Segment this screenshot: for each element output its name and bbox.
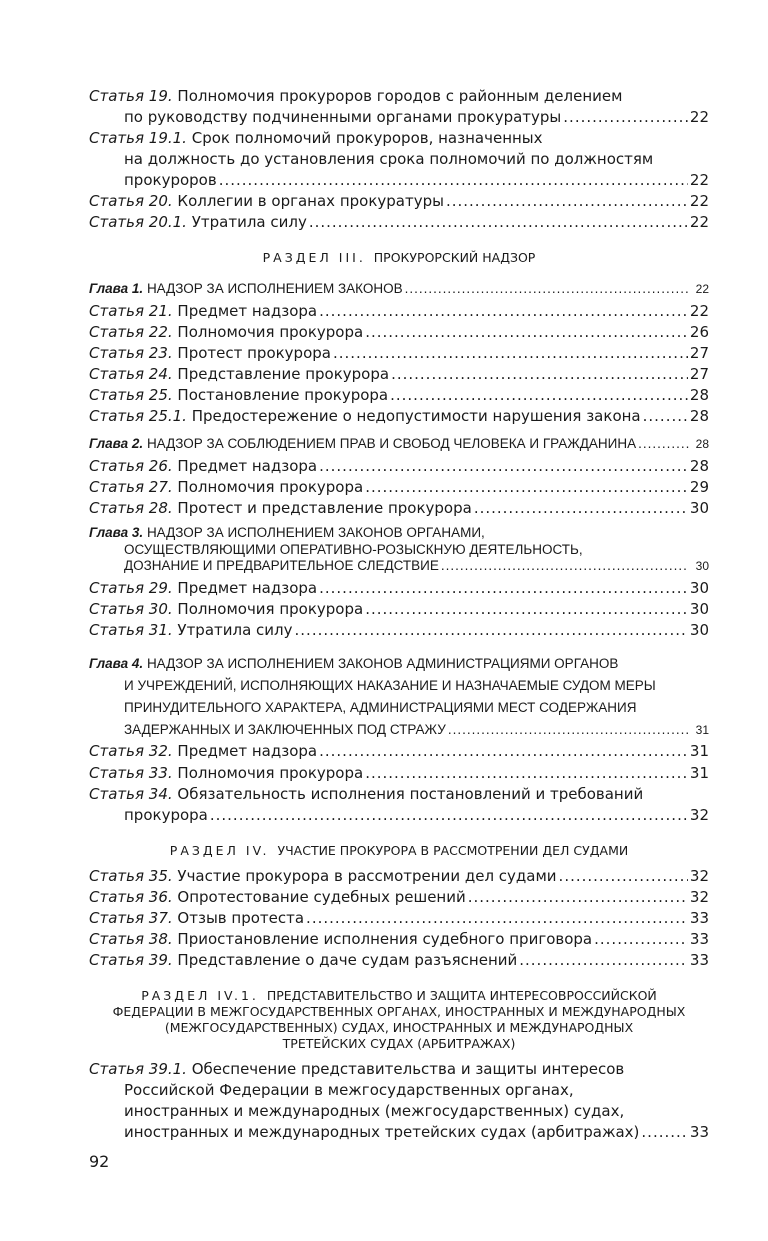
toc-entry-34-cont: прокурора ..... 32	[124, 805, 709, 826]
toc-entry-35: Статья 35. Участие прокурора в рассмотрении дел судами ..... 32	[89, 866, 709, 887]
toc-entry-20-1	[89, 212, 709, 233]
toc-entry-32: Статья 32. Предмет надзора ..... 31	[89, 741, 709, 762]
toc-entry-39-1-cont2: иностранных и международных (межгосударственных) судах,	[124, 1102, 625, 1120]
section-heading-4-1: РАЗДЕЛ IV.1. ПРЕДСТАВИТЕЛЬСТВО И ЗАЩИТА ИНТЕРЕСОВРОССИЙСКОЙ	[141, 988, 657, 1003]
article-title-cont: по руководству подчиненными органами прокуратуры	[124, 108, 562, 126]
toc-entry-19-1-cont2	[124, 170, 709, 191]
toc-entry-29: Статья 29. Предмет надзора ..... 30	[89, 578, 709, 599]
chapter-label: Глава 1.	[89, 281, 144, 296]
page-number: 92	[89, 1152, 110, 1171]
section-heading-4-1-line4: ТРЕТЕЙСКИХ СУДАХ (АРБИТРАЖАХ)	[282, 1036, 516, 1051]
article-title: Утратила силу	[191, 213, 307, 231]
toc-entry-27: Статья 27. Полномочия прокурора ..... 29	[89, 477, 709, 498]
page-ref: 22	[689, 108, 709, 126]
toc-entry-25: Статья 25. Постановление прокурора ..... 28	[89, 385, 709, 406]
section-heading-4: РАЗДЕЛ IV. УЧАСТИЕ ПРОКУРОРА В РАССМОТРЕНИИ ДЕЛ СУДАМИ	[169, 843, 629, 858]
toc-entry-19-cont	[124, 107, 709, 128]
article-title: Полномочия прокуроров городов с районным делением	[177, 87, 623, 105]
toc-entry-24: Статья 24. Представление прокурора ..... 27	[89, 364, 709, 385]
chapter-4-heading-cont: И УЧРЕЖДЕНИЙ, ИСПОЛНЯЮЩИХ НАКАЗАНИЕ И НАЗНАЧАЕМЫЕ СУДОМ МЕРЫ	[124, 678, 656, 693]
chapter-1-heading	[89, 278, 709, 300]
chapter-4-heading: Глава 4. НАДЗОР ЗА ИСПОЛНЕНИЕМ ЗАКОНОВ АДМИНИСТРАЦИЯМИ ОРГАНОВ	[89, 656, 619, 671]
chapter-3-heading-cont: ОСУЩЕСТВЛЯЮЩИМИ ОПЕРАТИВНО-РОЗЫСКНУЮ ДЕЯТЕЛЬНОСТЬ,	[124, 542, 583, 557]
section-heading-4-1-line2: ФЕДЕРАЦИИ В МЕЖГОСУДАРСТВЕННЫХ ОРГАНАХ, ИНОСТРАННЫХ И МЕЖДУНАРОДНЫХ	[112, 1004, 686, 1019]
toc-entry-19-1-cont	[124, 149, 709, 170]
toc-entry-25-1: Статья 25.1. Предостережение о недопустимости нарушения закона ..... 28	[89, 406, 709, 427]
toc-entry-39-1-cont: Российской Федерации в межгосударственных органах,	[124, 1081, 574, 1099]
chapter-4-heading-cont3: ЗАДЕРЖАННЫХ И ЗАКЛЮЧЕННЫХ ПОД СТРАЖУ ..... 31	[124, 719, 709, 741]
page-ref: 22	[695, 282, 709, 296]
article-label: Статья 19.1.	[89, 129, 187, 147]
toc-entry-20	[89, 191, 709, 212]
article-title-cont: на должность до установления срока полномочий по должностям	[124, 150, 654, 168]
article-title: Коллегии в органах прокуратуры	[177, 192, 444, 210]
toc-entry-23: Статья 23. Протест прокурора ..... 27	[89, 343, 709, 364]
page-ref: 22	[689, 171, 709, 189]
toc-entry-39-1-cont3: иностранных и международных третейских судах (арбитражах) ..... 33	[124, 1122, 709, 1143]
toc-entry-37: Статья 37. Отзыв протеста ..... 33	[89, 908, 709, 929]
toc-entry-26: Статья 26. Предмет надзора ..... 28	[89, 456, 709, 477]
toc-entry-34: Статья 34. Обязательность исполнения постановлений и требований	[89, 785, 644, 803]
chapter-2-heading: Глава 2. НАДЗОР ЗА СОБЛЮДЕНИЕМ ПРАВ И СВОБОД ЧЕЛОВЕКА И ГРАЖДАНИНА ..... 28	[89, 433, 709, 455]
toc-entry-21: Статья 21. Предмет надзора ..... 22	[89, 301, 709, 322]
toc-entry-36: Статья 36. Опротестование судебных решений ..... 32	[89, 887, 709, 908]
chapter-3-heading-cont2: ДОЗНАНИЕ И ПРЕДВАРИТЕЛЬНОЕ СЛЕДСТВИЕ ..... 30	[124, 558, 709, 574]
section-heading-4-1-line3: (МЕЖГОСУДАРСТВЕННЫХ) СУДАХ, ИНОСТРАННЫХ И МЕЖДУНАРОДНЫХ	[164, 1020, 634, 1035]
toc-entry-30: Статья 30. Полномочия прокурора ..... 30	[89, 599, 709, 620]
article-title: Срок полномочий прокуроров, назначенных	[191, 129, 543, 147]
page-ref: 22	[689, 192, 709, 210]
page-ref: 22	[689, 213, 709, 231]
article-label: Статья 20.1.	[89, 213, 187, 231]
toc-entry-31: Статья 31. Утратила силу ..... 30	[89, 620, 709, 641]
article-title-cont: прокуроров	[124, 171, 217, 189]
article-label: Статья 19.	[89, 87, 173, 105]
toc-entry-39-1: Статья 39.1. Обеспечение представительства и защиты интересов	[89, 1060, 625, 1078]
chapter-3-heading: Глава 3. НАДЗОР ЗА ИСПОЛНЕНИЕМ ЗАКОНОВ ОРГАНАМИ,	[89, 525, 485, 540]
toc-entry-28: Статья 28. Протест и представление прокурора ..... 30	[89, 498, 709, 519]
toc-entry-19	[89, 86, 709, 107]
toc-entry-33: Статья 33. Полномочия прокурора ..... 31	[89, 763, 709, 784]
article-label: Статья 20.	[89, 192, 173, 210]
chapter-title: НАДЗОР ЗА ИСПОЛНЕНИЕМ ЗАКОНОВ	[146, 281, 403, 296]
toc-entry-38: Статья 38. Приостановление исполнения судебного приговора ..... 33	[89, 929, 709, 950]
toc-entry-39: Статья 39. Представление о даче судам разъяснений ..... 33	[89, 950, 709, 971]
toc-entry-22: Статья 22. Полномочия прокурора ..... 26	[89, 322, 709, 343]
section-heading-3: РАЗДЕЛ III. ПРОКУРОРСКИЙ НАДЗОР	[262, 250, 536, 265]
toc-entry-19-1	[89, 128, 709, 149]
chapter-4-heading-cont2: ПРИНУДИТЕЛЬНОГО ХАРАКТЕРА, АДМИНИСТРАЦИЯМИ МЕСТ СОДЕРЖАНИЯ	[124, 700, 637, 715]
